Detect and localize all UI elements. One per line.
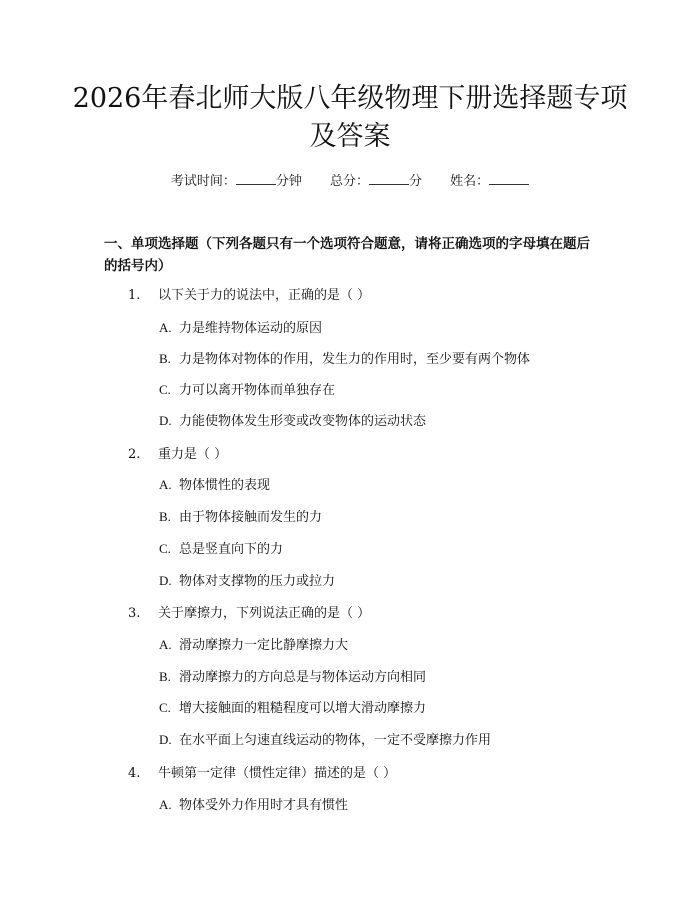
question-text: 牛顿第一定律（惯性定律）描述的是（ ） — [158, 766, 397, 781]
student-name-blank — [489, 172, 529, 185]
answer-option — [159, 410, 426, 429]
question-text: 重力是（ ） — [158, 447, 228, 462]
answer-option — [159, 794, 348, 813]
option-text: 滑动摩擦力的方向总是与物体运动方向相同 — [179, 670, 427, 685]
answer-option — [159, 317, 322, 336]
question-text: 以下关于力的说法中，正确的是（ ） — [158, 288, 371, 303]
option-letter: D. — [159, 413, 172, 428]
option-letter: B. — [159, 351, 171, 366]
question-stem — [128, 762, 396, 781]
answer-option — [159, 506, 322, 525]
question-number: 2. — [128, 447, 141, 462]
section-heading: 一、单项选择题（下列各题只有一个选项符合题意，请将正确选项的字母填在题后的括号内） — [104, 236, 590, 274]
question-stem — [128, 443, 227, 462]
exam-time-unit: 分钟 — [275, 174, 302, 189]
exam-meta-line — [0, 170, 700, 189]
option-text: 力是物体对物体的作用，发生力的作用时，至少要有两个物体 — [179, 352, 531, 367]
answer-option — [159, 634, 348, 653]
student-name-label: 姓名： — [450, 174, 490, 189]
option-text: 力是维持物体运动的原因 — [179, 321, 323, 336]
option-letter: D. — [159, 732, 172, 747]
total-score-field — [330, 170, 422, 189]
option-text: 物体惯性的表现 — [179, 478, 271, 493]
option-letter: C. — [159, 541, 171, 556]
question-text: 关于摩擦力，下列说法正确的是（ ） — [158, 606, 371, 621]
option-letter: A. — [159, 637, 172, 652]
answer-option — [159, 666, 426, 685]
question-stem — [128, 284, 370, 303]
question-number: 1. — [128, 288, 141, 303]
option-text: 增大接触面的粗糙程度可以增大滑动摩擦力 — [179, 701, 427, 716]
answer-option — [159, 379, 335, 398]
question-number: 3. — [128, 606, 141, 621]
option-text: 物体对支撑物的压力或拉力 — [179, 574, 336, 589]
exam-time-blank — [236, 172, 276, 185]
exam-time-label: 考试时间： — [170, 174, 236, 189]
student-name-field — [450, 170, 529, 189]
option-letter: B. — [159, 509, 171, 524]
option-letter: B. — [159, 669, 171, 684]
option-text: 力可以离开物体而单独存在 — [179, 383, 336, 398]
option-text: 滑动摩擦力一定比静摩擦力大 — [179, 638, 349, 653]
option-letter: D. — [159, 573, 172, 588]
answer-option — [159, 538, 283, 557]
option-letter: A. — [159, 320, 172, 335]
option-text: 力能使物体发生形变或改变物体的运动状态 — [179, 414, 427, 429]
question-stem — [128, 602, 370, 621]
answer-option — [159, 348, 530, 367]
option-letter: A. — [159, 797, 172, 812]
option-letter: C. — [159, 382, 171, 397]
option-text: 在水平面上匀速直线运动的物体，一定不受摩擦力作用 — [179, 733, 492, 748]
total-score-blank — [369, 172, 409, 185]
total-score-label: 总分： — [329, 174, 369, 189]
total-score-unit: 分 — [409, 174, 423, 189]
answer-option — [159, 570, 335, 589]
option-text: 由于物体接触而发生的力 — [179, 510, 323, 525]
answer-option — [159, 729, 491, 748]
answer-option — [159, 474, 270, 493]
option-text: 物体受外力作用时才具有惯性 — [179, 798, 349, 813]
exam-time-field — [171, 170, 302, 189]
option-text: 总是竖直向下的力 — [179, 542, 284, 557]
question-number: 4. — [128, 766, 141, 781]
document-title: 2026年春北师大版八年级物理下册选择题专项及答案 — [72, 83, 628, 152]
option-letter: C. — [159, 700, 171, 715]
option-letter: A. — [159, 477, 172, 492]
answer-option — [159, 697, 426, 716]
